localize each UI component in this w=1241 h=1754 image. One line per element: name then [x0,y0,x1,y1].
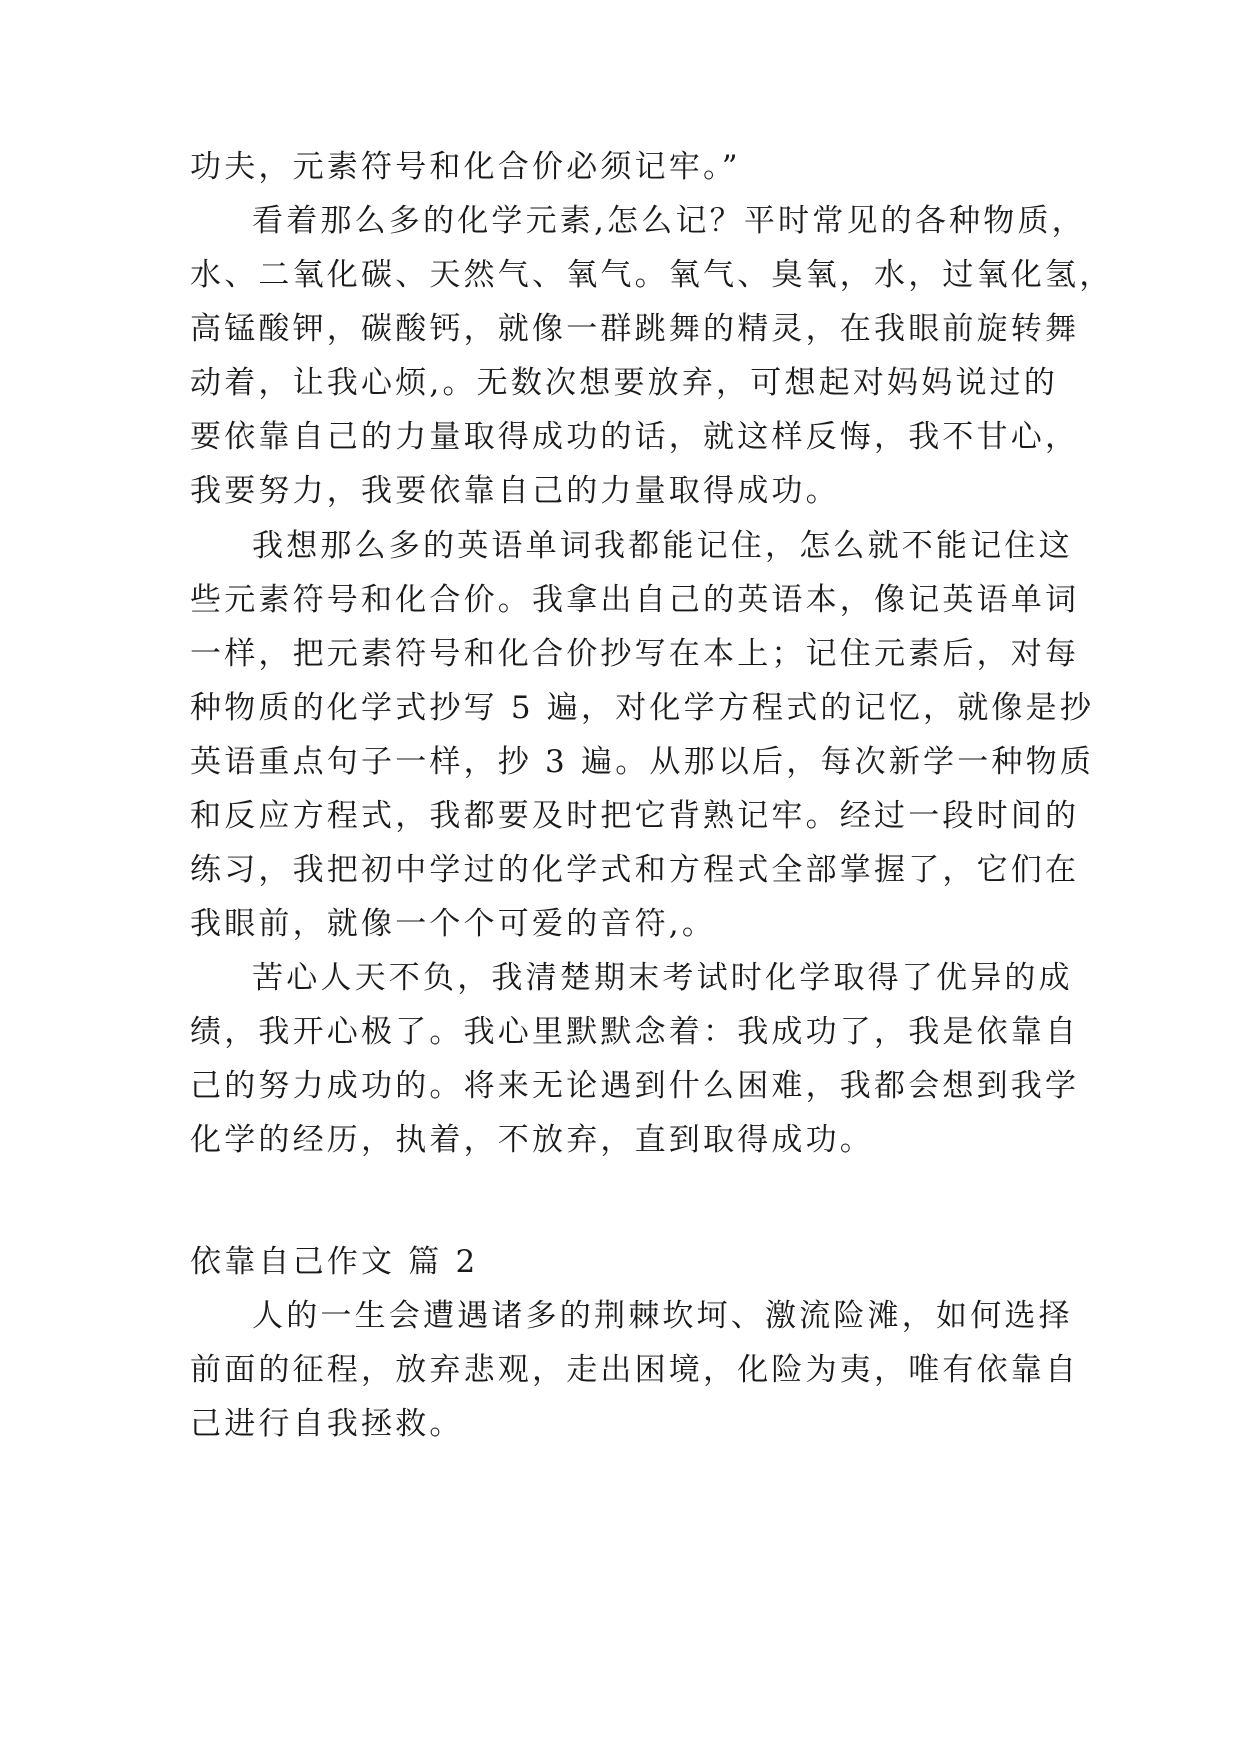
text-line: 功夫，元素符号和化合价必须记牢。” [190,149,741,185]
text-line: 些元素符号和化合价。我拿出自己的英语本，像记英语单词 [190,582,1080,618]
text-line: 前面的征程，放弃悲观，走出困境，化险为夷，唯有依靠自 [190,1352,1080,1388]
text-line: 己进行自我拯救。 [190,1406,464,1442]
text-line: 动着，让我心烦,。无数次想要放弃，可想起对妈妈说过的 [190,365,1059,401]
text-line: 水、二氧化碳、天然气、氧气。氧气、臭氧，水，过氧化氢， [190,257,1114,293]
text-line: 和反应方程式，我都要及时把它背熟记牢。经过一段时间的 [190,798,1080,834]
paragraph-first-line: 我想那么多的英语单词我都能记住，怎么就不能记住这 [252,528,1073,564]
text-line: 己的努力成功的。将来无论遇到什么困难，我都会想到我学 [190,1068,1080,1104]
text-line: 一样，把元素符号和化合价抄写在本上；记住元素后，对每 [190,636,1080,672]
text-line: 练习，我把初中学过的化学式和方程式全部掌握了，它们在 [190,852,1080,888]
paragraph-first-line: 看着那么多的化学元素,怎么记？平时常见的各种物质， [252,203,1086,239]
paragraph-first-line: 苦心人天不负，我清楚期末考试时化学取得了优异的成 [252,960,1073,996]
text-line: 英语重点句子一样，抄 3 遍。从那以后，每次新学一种物质 [190,744,1095,780]
text-line: 我要努力，我要依靠自己的力量取得成功。 [190,473,840,509]
text-line: 要依靠自己的力量取得成功的话，就这样反悔，我不甘心， [190,419,1080,455]
text-line: 种物质的化学式抄写 5 遍，对化学方程式的记忆，就像是抄 [190,690,1095,726]
text-line: 化学的经历，执着，不放弃，直到取得成功。 [190,1122,874,1158]
text-line: 高锰酸钾，碳酸钙，就像一群跳舞的精灵，在我眼前旋转舞 [190,311,1080,347]
text-line: 我眼前，就像一个个可爱的音符,。 [190,906,717,942]
paragraph-first-line: 人的一生会遭遇诸多的荆棘坎坷、激流险滩，如何选择 [252,1298,1073,1334]
section-title: 依靠自己作文 篇 2 [190,1244,479,1280]
text-line: 绩，我开心极了。我心里默默念着：我成功了，我是依靠自 [190,1014,1080,1050]
